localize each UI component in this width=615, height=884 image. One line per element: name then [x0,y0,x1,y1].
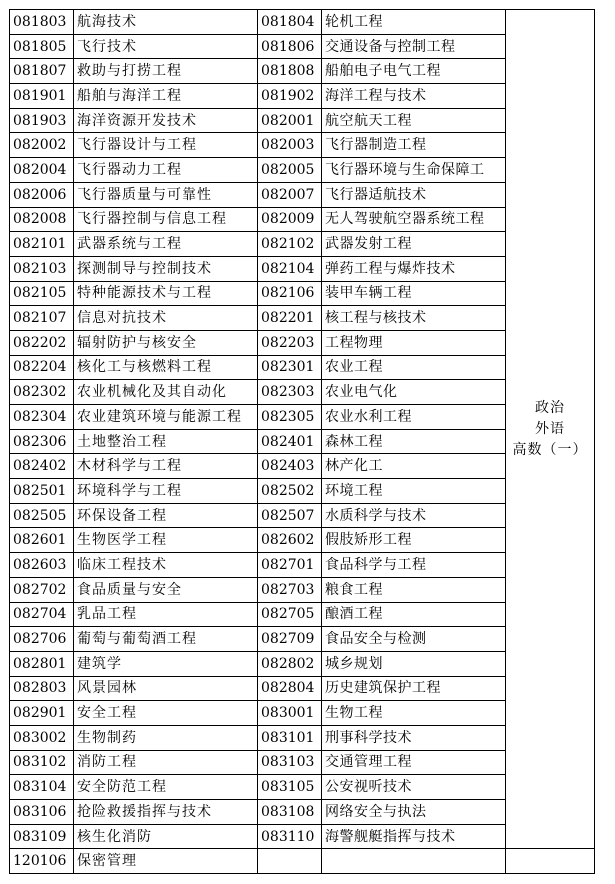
major-code-cell: 082306 [10,429,74,454]
major-name-cell: 食品安全与检测 [322,627,506,652]
major-name-cell: 飞行器制造工程 [322,133,506,158]
major-name-cell: 武器发射工程 [322,232,506,257]
major-name-cell: 粮食工程 [322,577,506,602]
table-row [10,849,595,874]
major-code-cell: 082505 [10,503,74,528]
major-code-cell: 082106 [258,281,322,306]
major-name-cell: 食品科学与工程 [322,553,506,578]
major-name-cell: 飞行器环境与生命保障工 [322,158,506,183]
major-code-cell: 082603 [10,553,74,578]
major-code-cell: 082701 [258,553,322,578]
major-code-cell: 082709 [258,627,322,652]
major-code-cell: 082103 [10,256,74,281]
major-name-cell: 核生化消防 [74,824,258,849]
major-code-cell: 083001 [258,701,322,726]
exam-subject: 外语 [535,420,565,437]
table-row [10,10,595,35]
major-name-cell: 轮机工程 [322,10,506,35]
major-code-cell: 082105 [10,281,74,306]
major-name-cell: 生物工程 [322,701,506,726]
major-name-cell: 环境科学与工程 [74,479,258,504]
major-code-cell: 081901 [10,84,74,109]
major-name-cell: 生物制药 [74,725,258,750]
major-name-cell: 工程物理 [322,330,506,355]
major-name-cell: 农业电气化 [322,380,506,405]
major-code-cell: 083109 [10,824,74,849]
major-name-cell: 海洋资源开发技术 [74,108,258,133]
major-name-cell: 弹药工程与爆炸技术 [322,256,506,281]
major-name-cell: 网络安全与执法 [322,800,506,825]
major-name-cell: 木材科学与工程 [74,454,258,479]
major-code-cell: 082303 [258,380,322,405]
major-code-cell: 082002 [10,133,74,158]
major-code-cell: 081903 [10,108,74,133]
major-name-cell: 安全工程 [74,701,258,726]
major-name-cell: 建筑学 [74,651,258,676]
exam-subject: 高数（一） [512,441,588,458]
major-name-cell: 酿酒工程 [322,602,506,627]
major-name-cell: 交通设备与控制工程 [322,34,506,59]
major-code-cell: 082703 [258,577,322,602]
major-code-table [9,9,595,874]
major-name-cell: 特种能源技术与工程 [74,281,258,306]
major-name-cell: 公安视听技术 [322,775,506,800]
major-code-cell: 082003 [258,133,322,158]
major-code-cell: 082706 [10,627,74,652]
major-code-cell: 081807 [10,59,74,84]
major-code-cell: 082005 [258,158,322,183]
major-name-cell: 飞行器适航技术 [322,182,506,207]
major-code-cell: 082502 [258,479,322,504]
major-name-cell: 航海技术 [74,10,258,35]
major-name-cell: 保密管理 [74,849,258,874]
exam-subjects-cell [506,10,595,849]
major-name-cell: 农业建筑环境与能源工程 [74,405,258,430]
major-code-cell: 082601 [10,528,74,553]
major-name-cell: 飞行器动力工程 [74,158,258,183]
exam-subject: 政治 [535,399,565,416]
major-code-cell: 082802 [258,651,322,676]
major-code-cell: 082202 [10,330,74,355]
empty-cell [506,849,595,874]
major-code-cell: 082402 [10,454,74,479]
major-code-cell: 081808 [258,59,322,84]
major-name-cell: 生物医学工程 [74,528,258,553]
major-code-cell: 081902 [258,84,322,109]
major-code-cell: 082305 [258,405,322,430]
major-code-cell: 082006 [10,182,74,207]
major-name-cell: 乳品工程 [74,602,258,627]
major-name-cell: 海洋工程与技术 [322,84,506,109]
table-body [10,10,595,874]
major-code-cell: 082507 [258,503,322,528]
major-code-cell: 082107 [10,306,74,331]
major-name-cell: 辐射防护与核安全 [74,330,258,355]
major-code-cell: 082102 [258,232,322,257]
major-name-cell: 风景园林 [74,676,258,701]
major-code-cell: 082803 [10,676,74,701]
major-name-cell: 农业工程 [322,355,506,380]
major-name-cell: 飞行器设计与工程 [74,133,258,158]
major-name-cell: 消防工程 [74,750,258,775]
major-code-cell: 083105 [258,775,322,800]
major-code-cell: 082602 [258,528,322,553]
major-name-cell: 船舶电子电气工程 [322,59,506,84]
major-code-cell: 083104 [10,775,74,800]
major-name-cell: 探测制导与控制技术 [74,256,258,281]
major-name-cell: 飞行器控制与信息工程 [74,207,258,232]
major-code-cell: 082007 [258,182,322,207]
major-name-cell: 历史建筑保护工程 [322,676,506,701]
major-name-cell: 飞行技术 [74,34,258,59]
major-code-cell: 082705 [258,602,322,627]
major-code-cell: 082101 [10,232,74,257]
major-code-cell: 081806 [258,34,322,59]
major-name-cell: 船舶与海洋工程 [74,84,258,109]
major-code-cell: 082401 [258,429,322,454]
major-name-cell: 水质科学与技术 [322,503,506,528]
major-code-cell: 082201 [258,306,322,331]
major-code-cell: 083103 [258,750,322,775]
major-code-cell: 082301 [258,355,322,380]
major-name-cell: 安全防范工程 [74,775,258,800]
major-code-cell: 081803 [10,10,74,35]
major-name-cell: 核化工与核燃料工程 [74,355,258,380]
major-code-cell: 083102 [10,750,74,775]
major-code-cell: 082004 [10,158,74,183]
major-code-cell [258,849,322,874]
major-name-cell: 飞行器质量与可靠性 [74,182,258,207]
major-code-cell: 082403 [258,454,322,479]
major-code-cell: 082203 [258,330,322,355]
major-name-cell: 装甲车辆工程 [322,281,506,306]
major-code-cell: 082501 [10,479,74,504]
major-name-cell: 葡萄与葡萄酒工程 [74,627,258,652]
major-code-cell: 081805 [10,34,74,59]
major-name-cell: 森林工程 [322,429,506,454]
major-name-cell: 航空航天工程 [322,108,506,133]
major-code-cell: 082804 [258,676,322,701]
major-code-cell: 082009 [258,207,322,232]
major-code-cell: 082302 [10,380,74,405]
major-name-cell: 海警舰艇指挥与技术 [322,824,506,849]
major-name-cell: 刑事科学技术 [322,725,506,750]
document-page [9,9,595,874]
major-code-cell: 082702 [10,577,74,602]
major-name-cell: 抢险救援指挥与技术 [74,800,258,825]
major-name-cell: 农业水利工程 [322,405,506,430]
major-name-cell: 食品质量与安全 [74,577,258,602]
major-code-cell: 082204 [10,355,74,380]
major-code-cell: 120106 [10,849,74,874]
major-code-cell: 083110 [258,824,322,849]
major-code-cell: 082001 [258,108,322,133]
major-name-cell: 救助与打捞工程 [74,59,258,84]
major-code-cell: 083101 [258,725,322,750]
major-name-cell: 信息对抗技术 [74,306,258,331]
major-name-cell: 城乡规划 [322,651,506,676]
major-name-cell: 土地整治工程 [74,429,258,454]
major-code-cell: 083108 [258,800,322,825]
major-code-cell: 082704 [10,602,74,627]
major-name-cell: 假肢矫形工程 [322,528,506,553]
major-code-cell: 083106 [10,800,74,825]
major-name-cell: 武器系统与工程 [74,232,258,257]
major-name-cell: 环保设备工程 [74,503,258,528]
major-name-cell: 林产化工 [322,454,506,479]
major-code-cell: 082801 [10,651,74,676]
major-name-cell: 临床工程技术 [74,553,258,578]
major-name-cell: 无人驾驶航空器系统工程 [322,207,506,232]
major-name-cell: 环境工程 [322,479,506,504]
major-code-cell: 082901 [10,701,74,726]
major-name-cell: 农业机械化及其自动化 [74,380,258,405]
major-code-cell: 081804 [258,10,322,35]
major-name-cell [322,849,506,874]
major-code-cell: 082008 [10,207,74,232]
major-code-cell: 082104 [258,256,322,281]
major-name-cell: 交通管理工程 [322,750,506,775]
major-name-cell: 核工程与核技术 [322,306,506,331]
major-code-cell: 083002 [10,725,74,750]
major-code-cell: 082304 [10,405,74,430]
